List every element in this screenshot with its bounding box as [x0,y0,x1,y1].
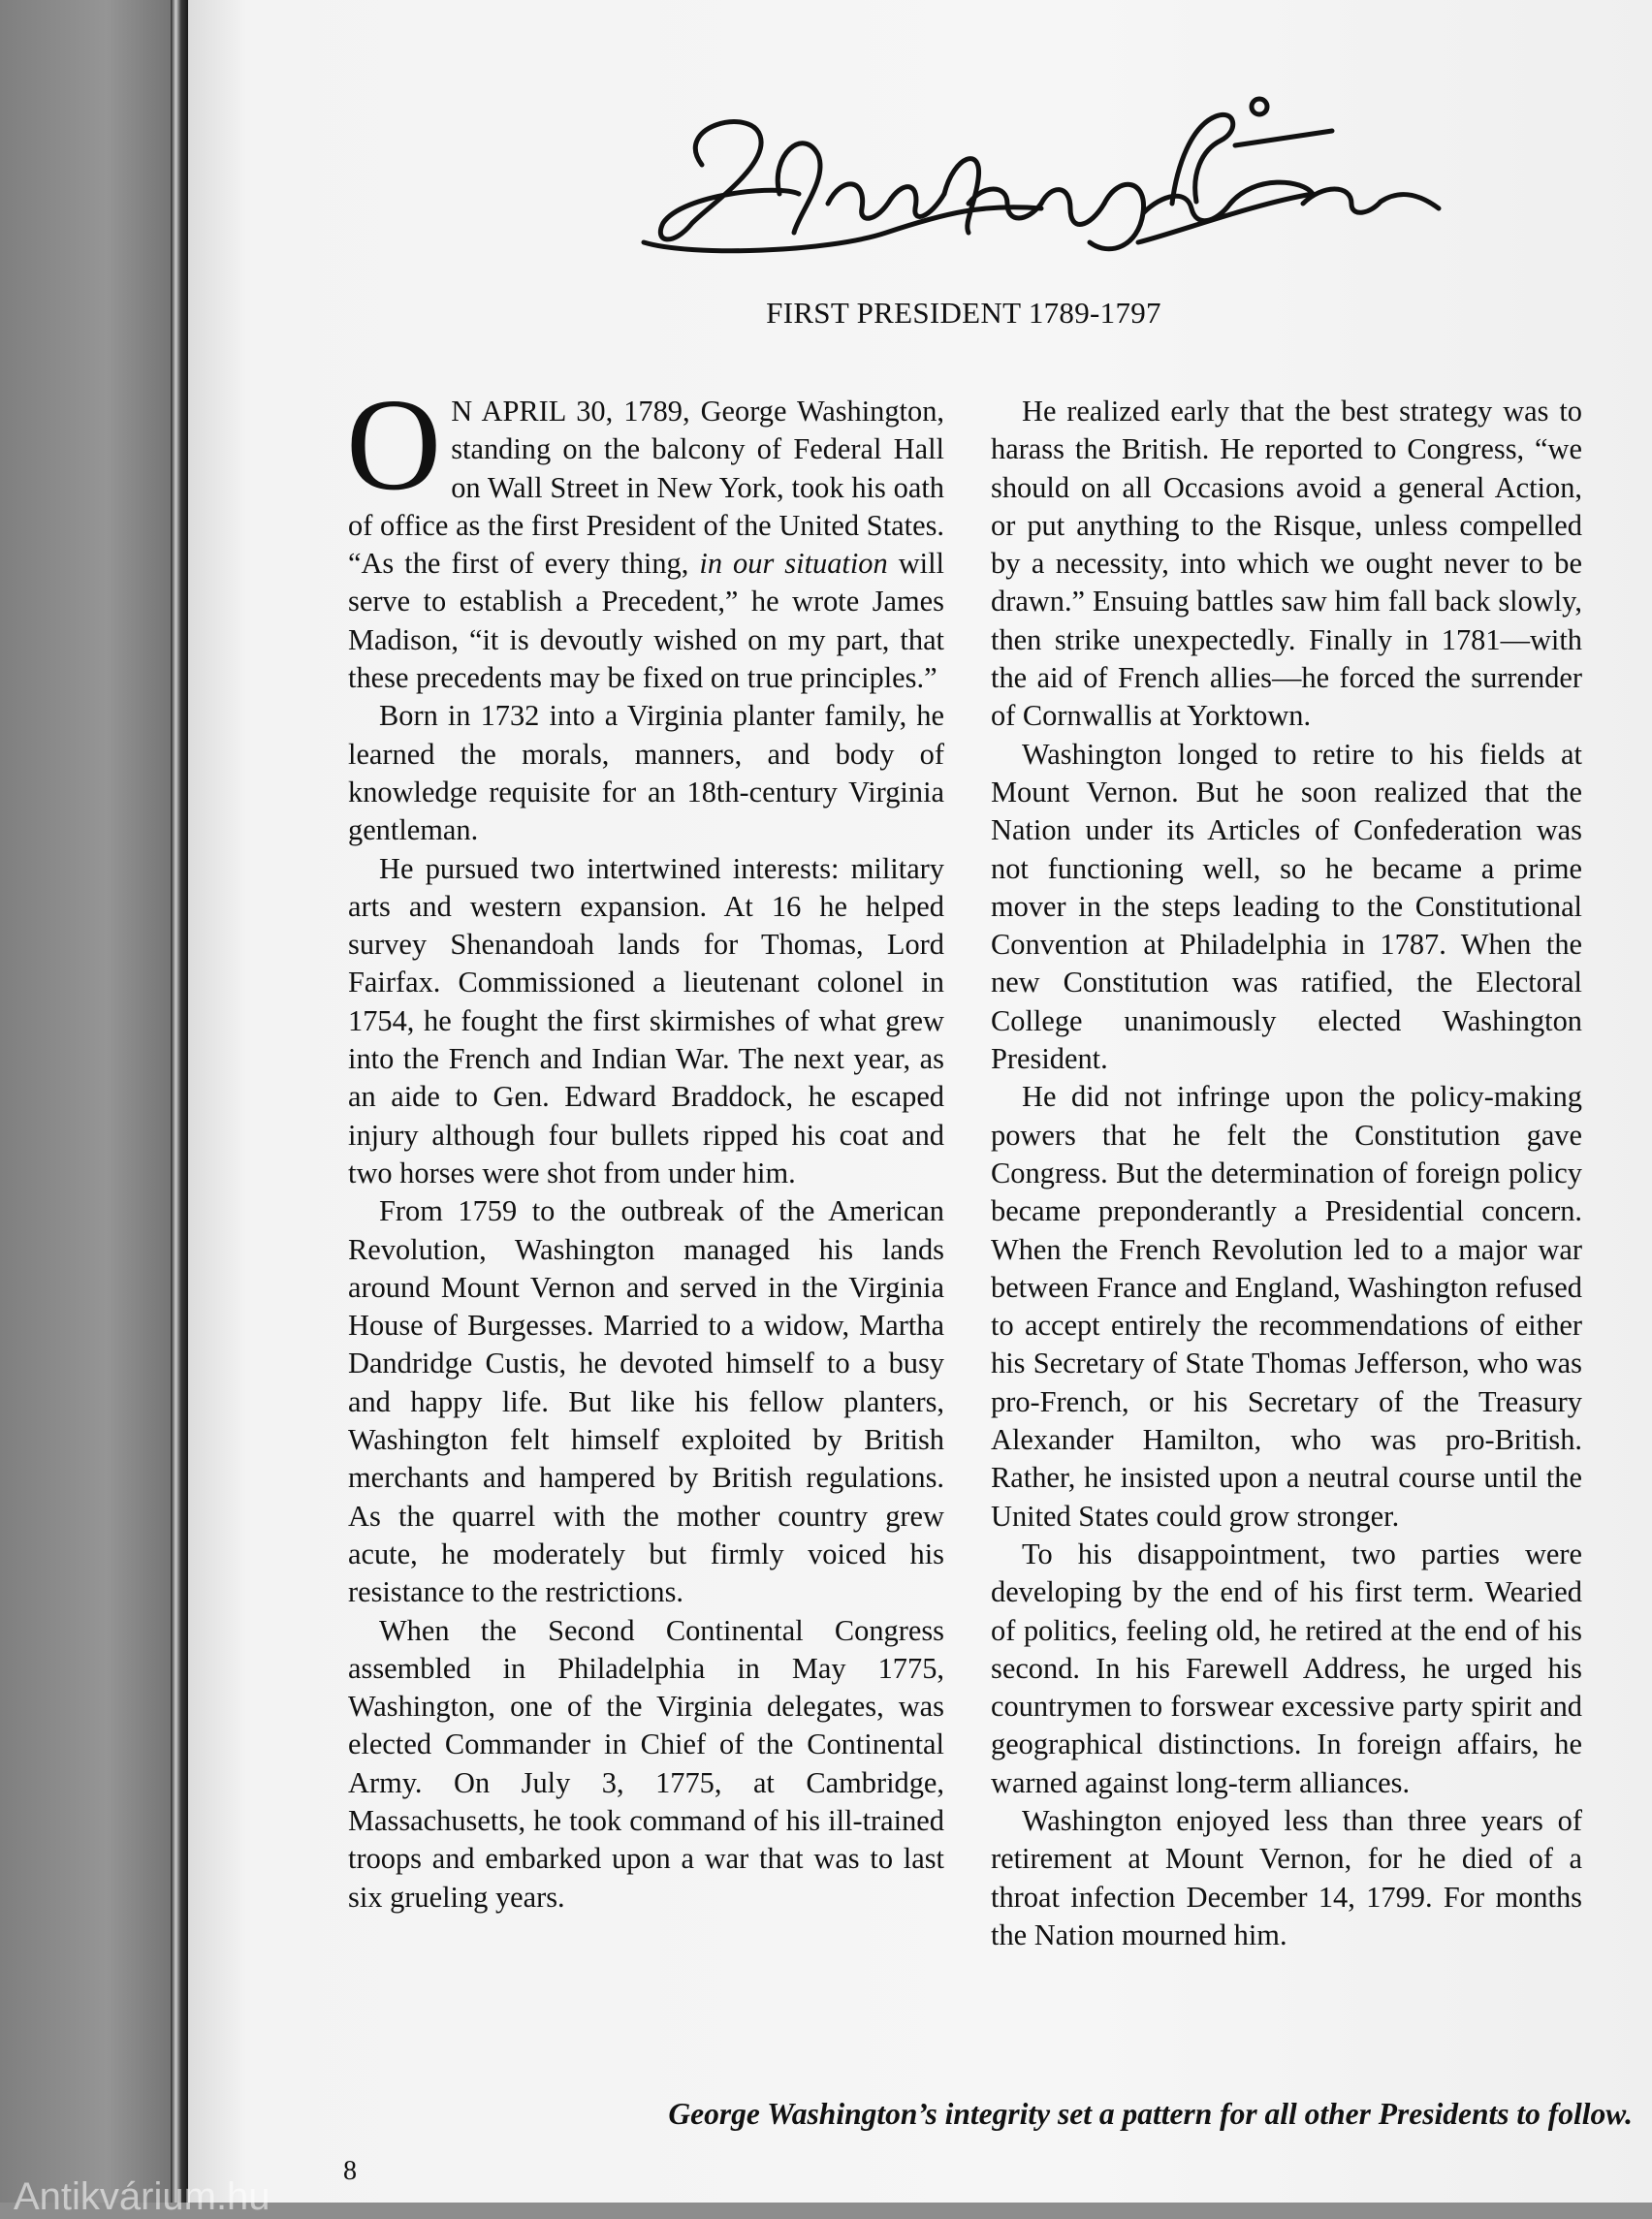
page-caption: George Washington’s integrity set a pattern for all other Presidents to follow. [668,2097,1633,2131]
page-subtitle: FIRST PRESIDENT 1789-1797 [766,296,1161,330]
paragraph: To his disappointment, two parties were developing by the end of his first term. Wearied of politics, feeling old, he retired at the end of his second. In his Farewell Address, he urged his countrymen to forswear excessive party spirit and geographical distinctions. In foreign affairs, he warned against long-term alliances. [991,1537,1582,1799]
paragraph: Washington enjoyed less than three years of retirement at Mount Vernon, for he died of a throat infection December 14, 1799. For months the Nation mourned him. [991,1803,1582,1951]
italic-phrase: in our situation [699,547,888,581]
paragraph: He did not infringe upon the policy-making powers that he felt the Constitution gave Congress. But the determination of foreign policy became preponderantly a Presidential concern. When the French Revolution led to a major war between France and England, Washington refused to accept entirely the recommendations of either his Secretary of State Thomas Jefferson, who was pro-French, or his Secretary of the Treasury Alexander Hamilton, who was pro-British. Rather, he insisted upon a neutral course until the United States could grow stronger. [991,1080,1582,1533]
page-number: 8 [343,2156,357,2186]
paragraph-text: N APRIL 30, 1789, George Washington, standing on the balcony of Federal Hall on Wall Street in New York, took his oath of office as the first President of the United States. “As the first of every thing, [348,395,944,581]
paragraph-intro [346,372,944,697]
book-page [14,0,1652,2218]
paragraph: Born in 1732 into a Virginia planter family, he learned the morals, manners, and body of knowledge requisite for an 18th-century Virginia gentleman. [348,699,944,847]
watermark: Antikvárium.hu [14,2175,270,2218]
paragraph: Washington longed to retire to his fields at Mount Vernon. But he soon realized that the Nation under its Articles of Confederation was not functioning well, so he became a prime mover in the steps leading to the Constitutional Convention at Philadelphia in 1787. When the new Constitution was ratified, the Electoral College unanimously elected Washington President. [991,737,1582,1076]
washington-signature [634,87,1507,301]
table-background [0,0,194,2203]
drop-cap: O [346,372,442,518]
paragraph: He realized early that the best strategy was to harass the British. He reported to Congress, “we should on all Occasions avoid a general Action, or put anything to the Risque, unless compelled by a necessity, into which we ought never to be drawn.” Ensuing battles saw him fall back slowly, then strike unexpectedly. Finally in 1781—with the aid of French allies—he forced the surrender of Cornwallis at Yorktown. [991,395,1582,733]
paragraph: He pursued two intertwined interests: military arts and western expansion. At 16 he helped survey Shenandoah lands for Thomas, Lord Fairfax. Commissioned a lieutenant colonel in 1754, he fought the first skirmishes of what grew into the French and Indian War. The next year, as an aide to Gen. Edward Braddock, he escaped injury although four bullets ripped his coat and two horses were shot from under him. [348,851,944,1189]
paragraph: When the Second Continental Congress assembled in Philadelphia in May 1775, Washington, one of the Virginia delegates, was elected Commander in Chief of the Continental Army. On July 3, 1775, at Cambridge, Massachusetts, he took command of his ill-trained troops and embarked upon a war that was to last six grueling years. [348,1613,944,1914]
paragraph: From 1759 to the outbreak of the American Revolution, Washington managed his lands around Mount Vernon and served in the Virginia House of Burgesses. Married to a widow, Martha Dandridge Custis, he devoted himself to a busy and happy life. But like his fellow planters, Washington felt himself exploited by British merchants and hampered by British regulations. As the quarrel with the mother country grew acute, he moderately but firmly voiced his resistance to the restrictions. [348,1194,944,1609]
book-spine-edge [171,0,188,2203]
paragraph-text: will serve to establish a Precedent,” he wrote James Madison, “it is devoutly wished on my part, that these precedents may be fixed on true principles.” [348,547,944,695]
left-column [346,372,944,1917]
right-column [991,393,1582,1954]
